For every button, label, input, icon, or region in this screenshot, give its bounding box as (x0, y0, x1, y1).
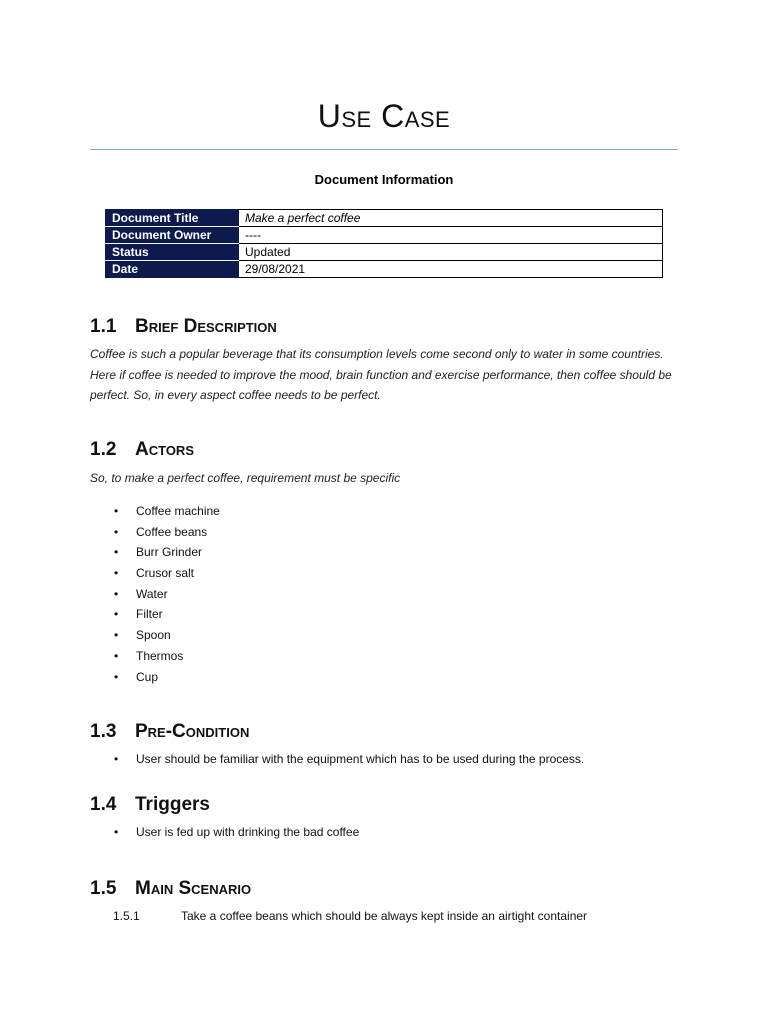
title-divider (90, 149, 678, 150)
info-value: Updated (239, 244, 663, 261)
info-key: Document Title (106, 210, 239, 227)
list-item: • Filter (114, 604, 220, 625)
info-value: 29/08/2021 (239, 261, 663, 278)
section-number: 1.2 (90, 439, 117, 460)
info-key: Status (106, 244, 239, 261)
list-item: • Coffee beans (114, 522, 220, 543)
list-item: • Water (114, 584, 220, 605)
section-title: Main Scenario (135, 878, 252, 899)
main-scenario-step (113, 909, 587, 923)
section-number: 1.3 (90, 721, 117, 742)
table-row (106, 210, 663, 227)
section-heading-main-scenario (90, 878, 251, 900)
section-title: Actors (135, 439, 194, 460)
step-text: Take a coffee beans which should be always kept inside an airtight container (181, 909, 588, 923)
document-info-table (105, 209, 663, 278)
table-row (106, 227, 663, 244)
list-item: • Spoon (114, 625, 220, 646)
triggers-list (114, 822, 359, 843)
section-heading-pre-condition (90, 721, 249, 743)
section-heading-brief-description (90, 316, 277, 338)
table-row (106, 261, 663, 278)
step-number: 1.5.1 (113, 909, 140, 923)
page-title: Use Case (317, 98, 451, 134)
info-value: Make a perfect coffee (239, 210, 663, 227)
brief-description-text: Coffee is such a popular beverage that its consumption levels come second only to water in some countries. Here if coffee is needed to improve the mood, brain function and exercise performance, then coffee should be perfect. So, in every aspect coffee needs to be perfect. (90, 347, 672, 402)
table-row (106, 244, 663, 261)
section-number: 1.1 (90, 316, 117, 337)
section-number: 1.5 (90, 878, 117, 899)
list-item: • Coffee machine (114, 501, 220, 522)
list-item: • User should be familiar with the equipment which has to be used during the process. (114, 749, 584, 770)
actors-list (114, 501, 220, 687)
list-item: • Crusor salt (114, 563, 220, 584)
section-title: Pre-Condition (135, 721, 250, 742)
info-key: Date (106, 261, 239, 278)
section-heading-triggers (90, 794, 210, 816)
section-title: Brief Description (135, 316, 277, 337)
list-item: • Burr Grinder (114, 542, 220, 563)
section-title: Triggers (135, 794, 210, 815)
document-info-heading: Document Information (314, 172, 454, 187)
list-item: • User is fed up with drinking the bad coffee (114, 822, 359, 843)
pre-condition-list (114, 749, 584, 770)
section-heading-actors (90, 439, 194, 461)
list-item: • Cup (114, 667, 220, 688)
info-key: Document Owner (106, 227, 239, 244)
info-value: ---- (239, 227, 663, 244)
section-number: 1.4 (90, 794, 117, 815)
actors-intro-text: So, to make a perfect coffee, requirement must be specific (90, 471, 401, 485)
list-item: • Thermos (114, 646, 220, 667)
